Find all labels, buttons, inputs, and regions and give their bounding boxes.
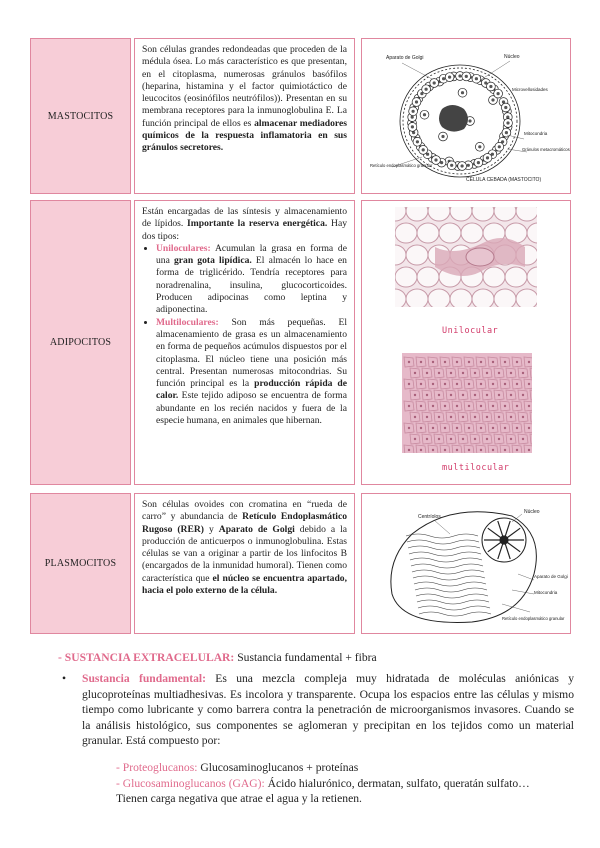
row-label-adipocitos bbox=[30, 200, 131, 485]
fig-label-mitocondria-plasma: Mitocondria bbox=[534, 590, 558, 595]
list-item-gag: - Glucosaminoglucanos (GAG): Ácido hialurónico, dermatan, sulfato, queratán sulfato… bbox=[116, 776, 530, 790]
extracelular-heading: - SUSTANCIA EXTRACELULAR: Sustancia fundamental + fibra bbox=[58, 651, 377, 664]
fig-label-microvellosidades: Microvellosidades bbox=[512, 87, 548, 92]
fig-label-nucleo: Núcleo bbox=[504, 54, 520, 60]
row-label-mastocitos bbox=[30, 38, 131, 194]
caption-multilocular: multilocular bbox=[442, 463, 510, 473]
adipocitos-label: ADIPOCITOS bbox=[49, 337, 112, 348]
plasma-cell-diagram bbox=[362, 494, 570, 633]
fig-label-golgi-plasma: Aparato de Golgi bbox=[534, 574, 568, 579]
fig-label-reg-plasma: Retículo endoplasmático granular bbox=[502, 616, 565, 621]
mastocitos-description: Son células grandes redondeadas que proceden de la médula ósea. Lo más característico es que presentan, en el citoplasma, numerosas gránulos basófilos (heparina, histamina y el factor quimiotáctico de leucocitos (eosinófilos neutrófilos)). Presentan en su membrana receptores para la inmunoglobulina E. La función principal de ellos es almacenar mediadores químicos de la respuesta inflamatoria en sus gránulos secretores. bbox=[134, 38, 355, 194]
plasmocitos-label: PLASMOCITOS bbox=[44, 558, 117, 569]
fig-title: CÉLULA CEBADA (MASTOCITO) bbox=[466, 177, 542, 183]
composition-list bbox=[116, 760, 576, 807]
list-item-uniloculares: • Uniloculares: Acumulan la grasa en forma de una gran gota lipídica. El almacén lo hace en forma de triglicérido. Tendría receptores para noradrenalina, insulina, glucocorticoides. Producen adipocinas como leptina y adiponectina. bbox=[156, 243, 347, 317]
sustancia-fundamental-paragraph: • Sustancia fundamental: Es una mezcla compleja muy hidratada de moléculas aniónicas y glucoproteínas multiadhesivas. Es incolora y transparente. Ocupa los espacios entre las células y mismo tiempo como lubricante y como barrera contra la penetración de microorganismos invasores. Cuando se la análisis histológico, sus componentes se aglomeran y precipitan en los tejidos como un material granular. Está compuesto por: bbox=[62, 672, 574, 747]
list-item-carga: Tienen carga negativa que atrae el agua y la retienen. bbox=[116, 792, 362, 805]
plasmocitos-description: Son células ovoides con cromatina en “rueda de carro” y abundancia de Retículo Endoplasmático Rugoso (RER) y Aparato de Golgi debido a la producción de anticuerpos o inmunoglobulina. Estas células se van a originar a partir de los linfocitos B (encargados de la inmunidad humoral). Tienen como característica que el núcleo se encuentra apartado, hacia el polo externo de la célula. bbox=[134, 493, 355, 634]
list-item-multiloculares: • Multiloculares: Son más pequeñas. El almacenamiento de grasa es un almacenamiento en forma de pequeños acúmulos dispuestos por el citoplasma. El núcleo tiene una posición más central. Presentan numerosas mitocondrias. Su función principal es la producción rápida de calor. Este tejido adiposo se encuentra de forma abundante en los recién nacidos y fuera de la especie humana, en animales que hibernan. bbox=[156, 317, 347, 428]
adipocito-figures bbox=[361, 200, 571, 485]
list-item-proteoglucanos: - Proteoglucanos: Glucosaminoglucanos + proteínas bbox=[116, 761, 359, 774]
unilocular-micrograph bbox=[395, 207, 537, 307]
fig-label-centriolos: Centríolos bbox=[418, 514, 441, 520]
adipocitos-description: Están encargadas de las síntesis y almacenamiento de lípidos. Importante la reserva energética. Hay dos tipos: • Uniloculares: Acumulan la grasa en forma de una gran gota lipídica. El almacén lo hace en forma de triglicérido. Tendría receptores para noradrenalina, insulina, glucocorticoides. Producen adipocinas como leptina y adiponectina. • Multiloculares: Son más pequeñas. El almacenamiento de grasa es un almacenamiento en forma de pequeños acúmulos dispuestos por el citoplasma. El núcleo tiene una posición más central. Presentan numerosas mitocondrias. Su función principal es la producción rápida de calor. Este tejido adiposo se encuentra de forma abundante en los recién nacidos y fuera de la especie humana, en animales que hibernan. bbox=[134, 200, 355, 485]
multilocular-micrograph bbox=[402, 353, 532, 453]
caption-unilocular: Unilocular bbox=[442, 326, 499, 336]
mast-cell-diagram bbox=[362, 39, 570, 193]
fig-label-granulos: Gránulos metacromáticos bbox=[522, 147, 570, 152]
fig-label-golgi: Aparato de Golgi bbox=[386, 55, 424, 61]
fig-label-nucleo-plasma: Núcleo bbox=[524, 509, 540, 515]
row-label-plasmocitos bbox=[30, 493, 131, 634]
plasmocito-figure bbox=[361, 493, 571, 634]
mastocito-figure bbox=[361, 38, 571, 194]
fig-label-mitocondria: Mitocondria bbox=[524, 131, 548, 136]
fig-label-reg: Retículo endoplasmático granular bbox=[370, 163, 433, 168]
mastocitos-label: MASTOCITOS bbox=[47, 110, 114, 122]
